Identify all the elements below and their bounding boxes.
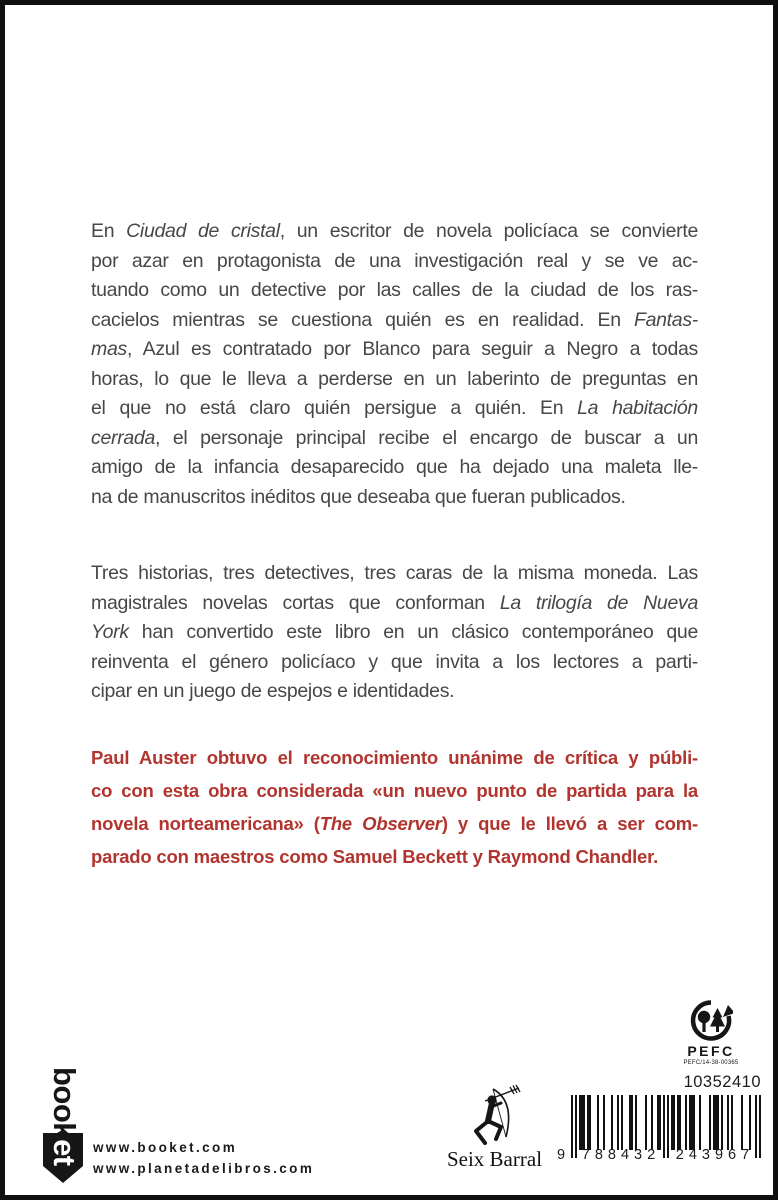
text-line: En Ciudad de cristal, un escritor de novela policíaca se convierte [91, 220, 698, 242]
planetadelibros-url: www.planetadelibros.com [93, 1161, 315, 1176]
review-highlight-paragraph [91, 741, 698, 873]
text-line: horas, lo que le lleva a perderse en un laberinto de preguntas en [91, 367, 698, 390]
text-line: magistrales novelas cortas que conforman La trilogía de Nueva [91, 591, 698, 614]
pefc-certification [677, 1000, 745, 1066]
text-line: el que no está claro quién persigue a quién. En La habitación [91, 397, 698, 419]
booket-wordmark-white: et [47, 1139, 82, 1166]
seix-barral-imprint [437, 1085, 552, 1172]
ean-right-group: 243967 [675, 1147, 755, 1163]
ean-digits [557, 1147, 763, 1163]
text-line: na de manuscritos inéditos que deseaba que fueran publicados. [91, 485, 626, 508]
text-line: Tres historias, tres detectives, tres caras de la misma moneda. Las [91, 562, 698, 584]
text-line: cerrada, el personaje principal recibe el encargo de buscar a un [91, 426, 698, 449]
text-line: Paul Auster obtuvo el reconocimiento unánime de crítica y públi- [91, 747, 698, 768]
text-line: por azar en protagonista de una investigación real y se ve ac- [91, 249, 698, 272]
synopsis-paragraph-1 [91, 217, 698, 512]
text-line: cipar en un juego de espejos e identidades. [91, 680, 455, 702]
text-line: parado con maestros como Samuel Beckett y Raymond Chandler. [91, 846, 659, 867]
pefc-label: PEFC [687, 1043, 735, 1059]
pefc-license-code: PEFC/14-38-00365 [683, 1060, 739, 1066]
seix-barral-label: Seix Barral [446, 1147, 543, 1171]
text-line: co con esta obra considerada «un nuevo punto de partida para la [91, 780, 698, 801]
ean-first-digit: 9 [557, 1147, 566, 1163]
synopsis-paragraph-2 [91, 559, 698, 707]
booket-logo [45, 1067, 83, 1166]
text-line: mas, Azul es contratado por Blanco para seguir a Negro a todas [91, 338, 698, 360]
text-line: amigo de la infancia desaparecido que ha dejado una maleta lle- [91, 456, 698, 478]
product-code: 10352410 [683, 1073, 761, 1091]
pefc-trees-icon [689, 1000, 733, 1042]
barcode-block [557, 1073, 763, 1163]
website-urls [93, 1137, 314, 1179]
text-line: cacielos mientras se cuestiona quién es en realidad. En Fantas- [91, 308, 698, 331]
text-line: York han convertido este libro en un clásico contemporáneo que [91, 621, 698, 643]
seix-barral-archer-icon [463, 1085, 527, 1147]
ean-left-group: 788432 [581, 1147, 661, 1163]
text-line: tuando como un detective por las calles de la ciudad de los ras- [91, 279, 698, 301]
booket-url: www.booket.com [93, 1140, 238, 1155]
text-line: reinventa el género policíaco y que invita a los lectores a parti- [91, 650, 698, 673]
text-line: novela norteamericana» (The Observer) y que le llevó a ser com- [91, 813, 698, 834]
booket-wordmark-black: book [47, 1067, 82, 1140]
